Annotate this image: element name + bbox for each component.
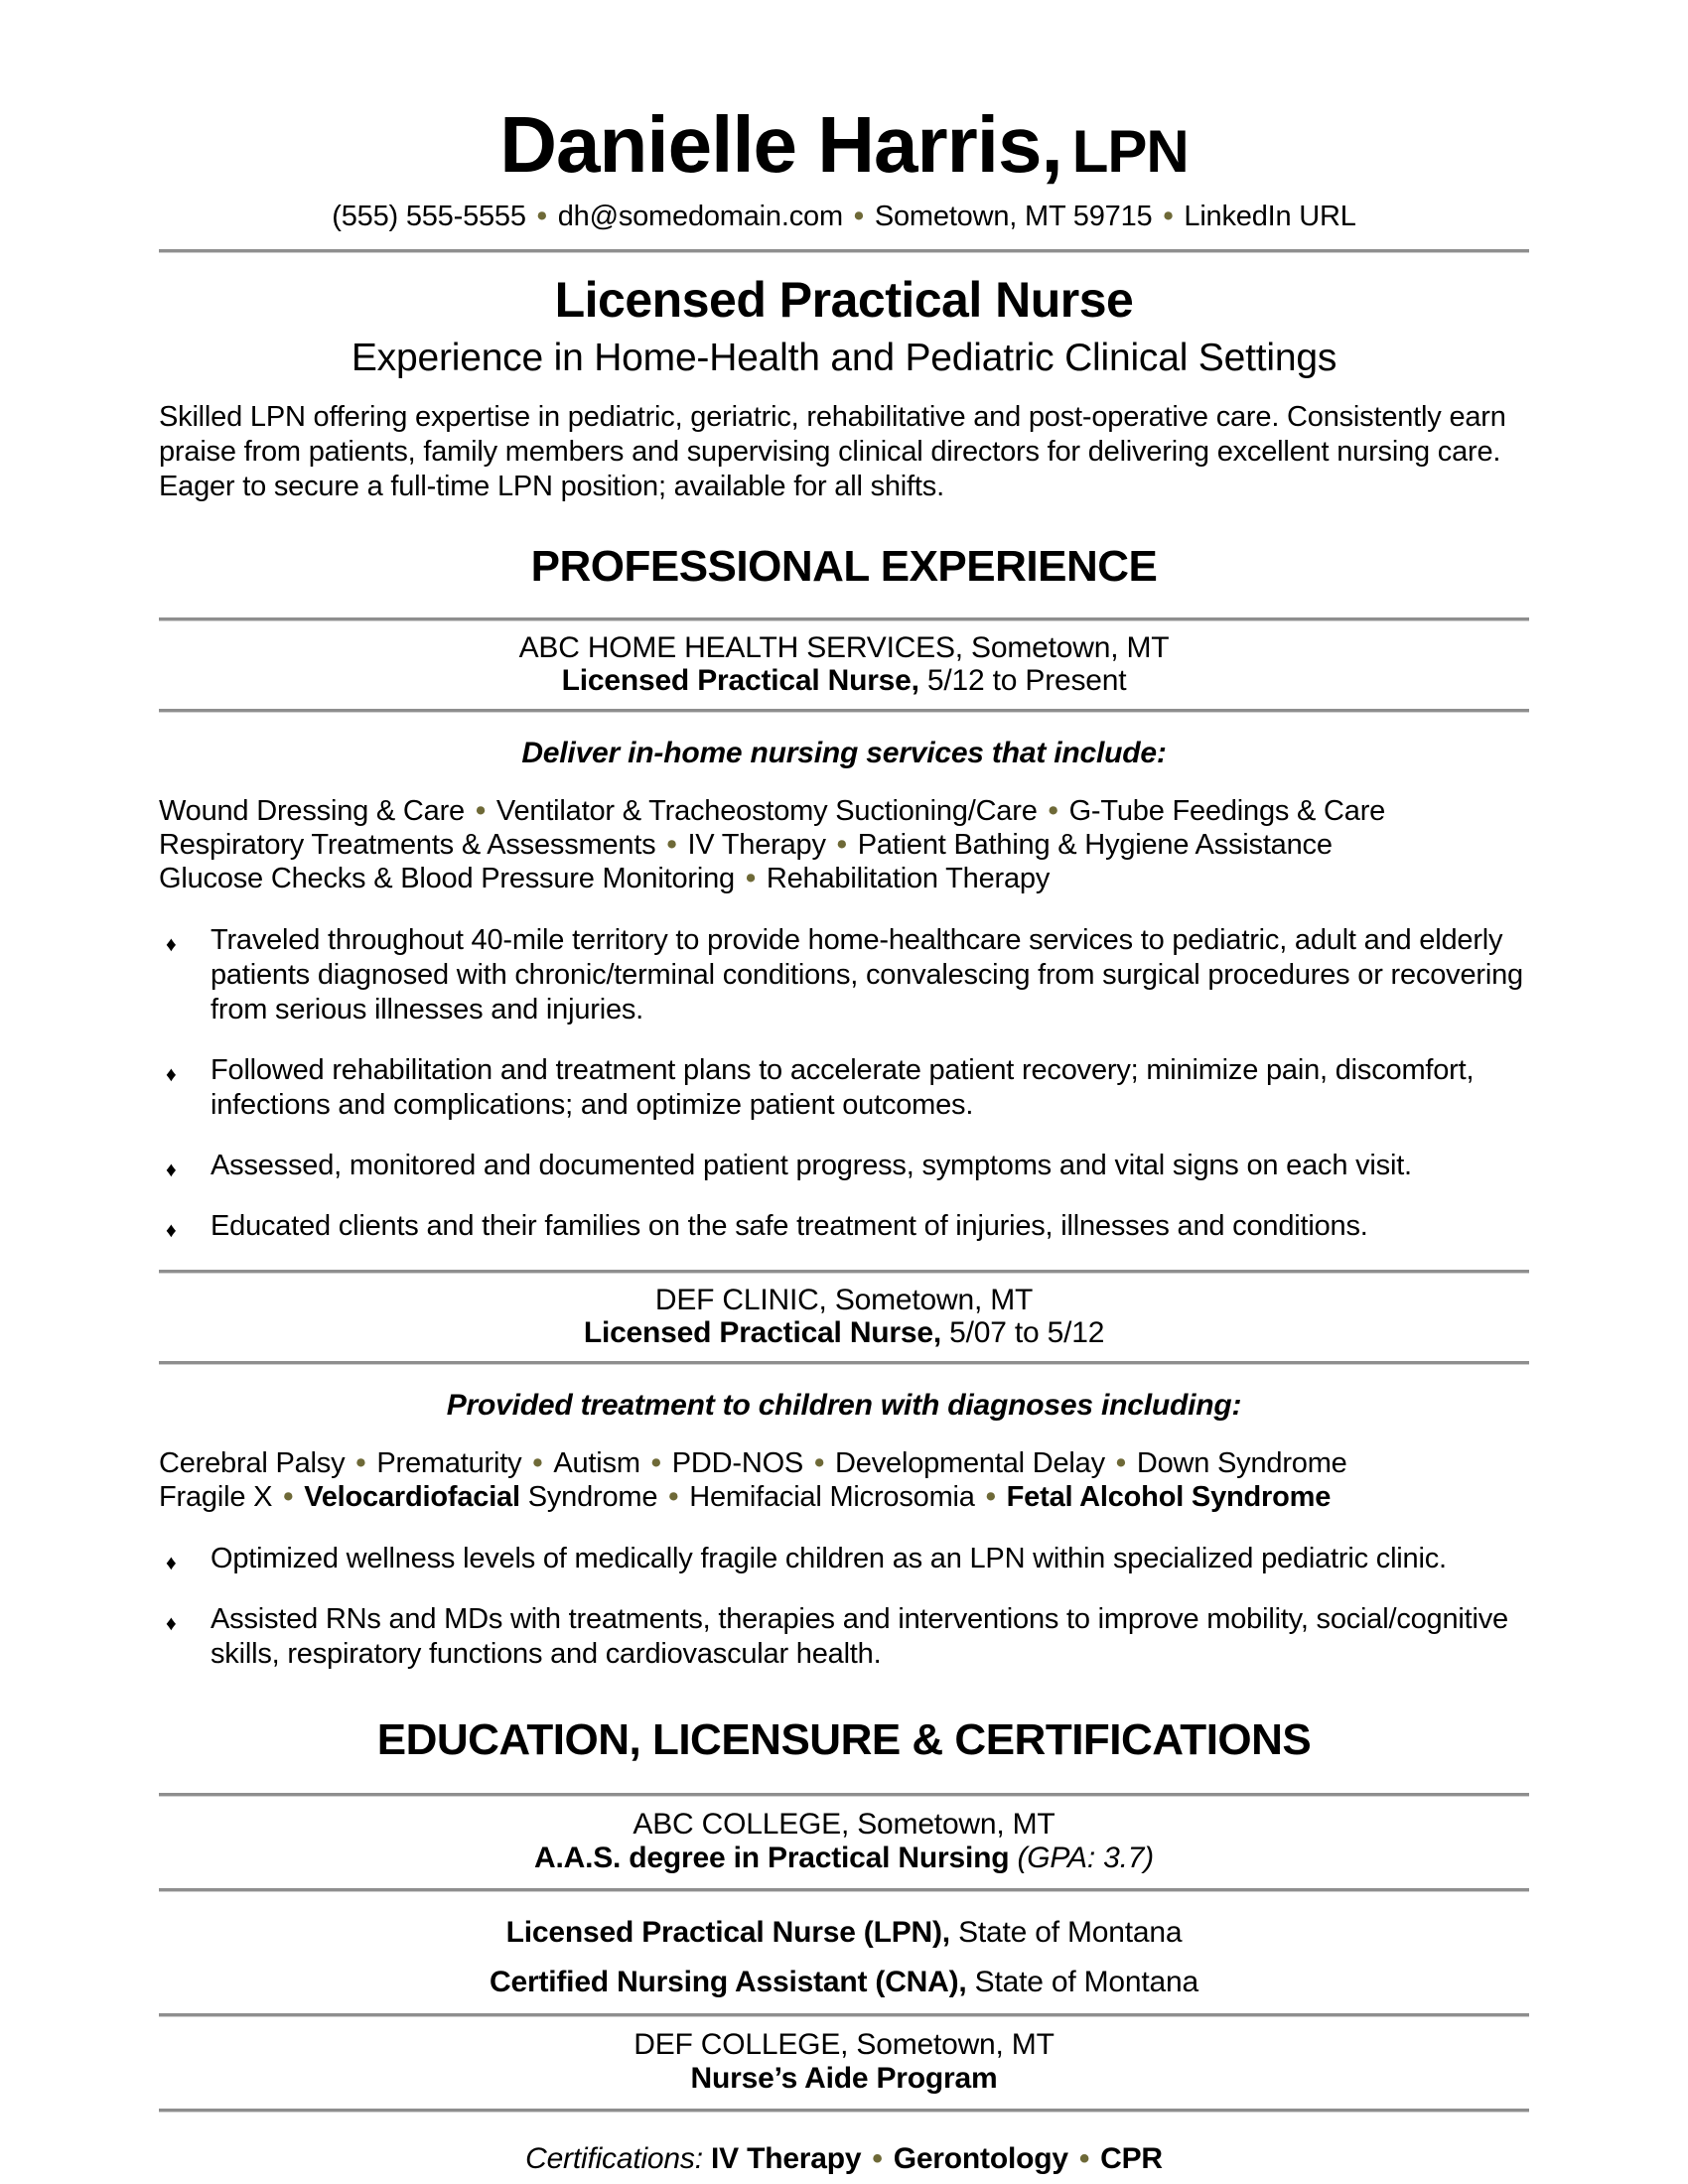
- role-line: [159, 664, 1529, 697]
- contact-item: (555) 555-5555: [332, 201, 526, 232]
- separator-dot-icon: •: [1163, 201, 1174, 232]
- bullet-list: [159, 923, 1529, 1244]
- certification-item: IV Therapy: [710, 2142, 862, 2175]
- license-title: Certified Nursing Assistant (CNA),: [490, 1966, 967, 1998]
- detail-text: Cerebral Palsy: [159, 1447, 346, 1479]
- education-entry-def-college: [159, 2017, 1529, 2109]
- company-line: ABC HOME HEALTH SERVICES, Sometown, MT: [518, 631, 1170, 664]
- separator-dot-icon: •: [668, 1481, 679, 1513]
- diamond-bullet-icon: ♦: [166, 1219, 177, 1242]
- license-line: [159, 1966, 1529, 1999]
- detail-line: [159, 828, 1529, 862]
- certification-item: Gerontology: [893, 2142, 1068, 2175]
- education-entry-abc-college: [159, 1797, 1529, 1888]
- detail-text: Hemifacial Microsomia: [689, 1481, 975, 1513]
- divider-rule: [159, 1361, 1529, 1365]
- separator-dot-icon: •: [1115, 1447, 1126, 1479]
- document-subtitle: Experience in Home-Health and Pediatric Clinical Settings: [351, 337, 1337, 379]
- certifications-label: Certifications:: [525, 2142, 711, 2175]
- separator-dot-icon: •: [814, 1447, 825, 1479]
- bullet-text: Assisted RNs and MDs with treatments, therapies and interventions to improve mobility, social/cognitive skills, respiratory functions and cardiovascular health.: [211, 1603, 1508, 1670]
- detail-text: Wound Dressing & Care: [159, 795, 465, 827]
- certification-item: CPR: [1100, 2142, 1163, 2175]
- program-line: Nurse’s Aide Program: [690, 2062, 998, 2095]
- role-title: Licensed Practical Nurse,: [561, 664, 919, 697]
- detail-line: [159, 1480, 1529, 1514]
- detail-text: Autism: [553, 1447, 640, 1479]
- divider-rule: [159, 249, 1529, 253]
- candidate-name: [159, 100, 1529, 189]
- diamond-bullet-icon: ♦: [166, 1063, 177, 1086]
- bullet-text: Educated clients and their families on the safe treatment of injuries, illnesses and conditions.: [211, 1210, 1368, 1242]
- bullet-text: Traveled throughout 40-mile territory to provide home-healthcare services to pediatric, adult and elderly patients diagnosed with chronic/terminal conditions, convalescing from surgical procedures or recovering from serious illnesses and injuries.: [211, 924, 1523, 1025]
- role-dates: 5/07 to 5/12: [940, 1316, 1105, 1349]
- bullet-item: [159, 1602, 1529, 1672]
- school-line: DEF COLLEGE, Sometown, MT: [633, 2028, 1055, 2061]
- licensure-list: [159, 1892, 1529, 2013]
- bullet-item: [159, 923, 1529, 1027]
- separator-dot-icon: •: [650, 1447, 661, 1479]
- separator-dot-icon: •: [666, 829, 677, 861]
- detail-line: [159, 794, 1529, 828]
- separator-dot-icon: •: [853, 201, 864, 232]
- detail-text: Syndrome: [519, 1481, 658, 1513]
- separator-dot-icon: •: [283, 1481, 294, 1513]
- detail-lines: [159, 1446, 1529, 1514]
- detail-text: Prematurity: [376, 1447, 522, 1479]
- separator-dot-icon: •: [872, 2142, 883, 2175]
- contact-item: LinkedIn URL: [1184, 201, 1356, 232]
- degree-line: [159, 1842, 1529, 1875]
- separator-dot-icon: •: [532, 1447, 543, 1479]
- job-entry: [159, 1270, 1529, 1672]
- bullet-item: [159, 1149, 1529, 1183]
- job-tagline: Provided treatment to children with diagnoses including:: [446, 1389, 1242, 1422]
- bullet-text: Followed rehabilitation and treatment plans to accelerate patient recovery; minimize pain, discomfort, infections and complications; and optimize patient outcomes.: [211, 1054, 1475, 1121]
- separator-dot-icon: •: [985, 1481, 996, 1513]
- license-title: Licensed Practical Nurse (LPN),: [505, 1916, 950, 1949]
- bullet-text: Assessed, monitored and documented patient progress, symptoms and vital signs on each visit.: [211, 1150, 1412, 1181]
- role-title: Licensed Practical Nurse,: [583, 1316, 941, 1349]
- separator-dot-icon: •: [536, 201, 547, 232]
- candidate-name-text: Danielle Harris,: [499, 100, 1062, 189]
- detail-text: G-Tube Feedings & Care: [1068, 795, 1386, 827]
- separator-dot-icon: •: [355, 1447, 366, 1479]
- intro-section: [159, 271, 1529, 504]
- divider-rule: [159, 2109, 1529, 2113]
- separator-dot-icon: •: [1048, 795, 1058, 827]
- detail-text: Respiratory Treatments & Assessments: [159, 829, 656, 861]
- detail-text: Glucose Checks & Blood Pressure Monitoring: [159, 863, 735, 894]
- company-line: DEF CLINIC, Sometown, MT: [654, 1284, 1034, 1316]
- detail-text: Ventilator & Tracheostomy Suctioning/Care: [495, 795, 1038, 827]
- detail-text: PDD-NOS: [671, 1447, 804, 1479]
- candidate-credential: LPN: [1071, 118, 1189, 185]
- bullet-item: [159, 1053, 1529, 1123]
- detail-text: Fetal Alcohol Syndrome: [1006, 1481, 1332, 1513]
- bullet-text: Optimized wellness levels of medically fragile children as an LPN within specialized pediatric clinic.: [211, 1543, 1447, 1574]
- license-line: [159, 1916, 1529, 1950]
- detail-line: [159, 862, 1529, 895]
- license-state: State of Montana: [966, 1966, 1198, 1998]
- detail-text: Velocardiofacial: [304, 1481, 520, 1513]
- separator-dot-icon: •: [836, 829, 847, 861]
- separator-dot-icon: •: [1078, 2142, 1090, 2175]
- resume-header: [159, 100, 1529, 233]
- bullet-list: [159, 1542, 1529, 1672]
- diamond-bullet-icon: ♦: [166, 1159, 177, 1181]
- job-entry: [159, 617, 1529, 1244]
- degree-gpa: (GPA: 3.7): [1009, 1842, 1154, 1874]
- detail-text: Down Syndrome: [1136, 1447, 1347, 1479]
- bullet-item: [159, 1542, 1529, 1576]
- job-tagline: Deliver in-home nursing services that include:: [521, 737, 1167, 769]
- contact-item: Sometown, MT 59715: [874, 201, 1153, 232]
- detail-text: Rehabilitation Therapy: [766, 863, 1051, 894]
- detail-line: [159, 1446, 1529, 1480]
- job-header: [159, 1274, 1529, 1361]
- bullet-item: [159, 1209, 1529, 1244]
- detail-lines: [159, 794, 1529, 895]
- divider-rule: [159, 709, 1529, 713]
- detail-text: Fragile X: [159, 1481, 273, 1513]
- separator-dot-icon: •: [475, 795, 486, 827]
- contact-line: [159, 201, 1529, 233]
- certifications-line: [159, 2142, 1529, 2176]
- detail-text: Developmental Delay: [835, 1447, 1105, 1479]
- contact-item: dh@somedomain.com: [557, 201, 843, 232]
- section-heading-experience: PROFESSIONAL EXPERIENCE: [530, 542, 1158, 591]
- role-line: [159, 1316, 1529, 1349]
- separator-dot-icon: •: [745, 863, 756, 894]
- license-state: State of Montana: [949, 1916, 1183, 1949]
- job-header: [159, 621, 1529, 709]
- diamond-bullet-icon: ♦: [166, 1612, 177, 1635]
- degree-title: A.A.S. degree in Practical Nursing: [534, 1842, 1010, 1874]
- school-line: ABC COLLEGE, Sometown, MT: [633, 1808, 1055, 1841]
- experience-entries: [159, 617, 1529, 1672]
- detail-text: IV Therapy: [687, 829, 826, 861]
- diamond-bullet-icon: ♦: [166, 1552, 177, 1574]
- diamond-bullet-icon: ♦: [166, 933, 177, 956]
- role-dates: 5/12 to Present: [918, 664, 1127, 697]
- document-title: Licensed Practical Nurse: [554, 272, 1134, 328]
- detail-text: Patient Bathing & Hygiene Assistance: [857, 829, 1333, 861]
- summary-paragraph: Skilled LPN offering expertise in pediatric, geriatric, rehabilitative and post-operative care. Consistently earn praise from patients, family members and supervising clinical directors for delivering excellent nursing care. Eager to secure a full-time LPN position; available for all shifts.: [159, 401, 1506, 502]
- section-heading-education: EDUCATION, LICENSURE & CERTIFICATIONS: [376, 1715, 1312, 1764]
